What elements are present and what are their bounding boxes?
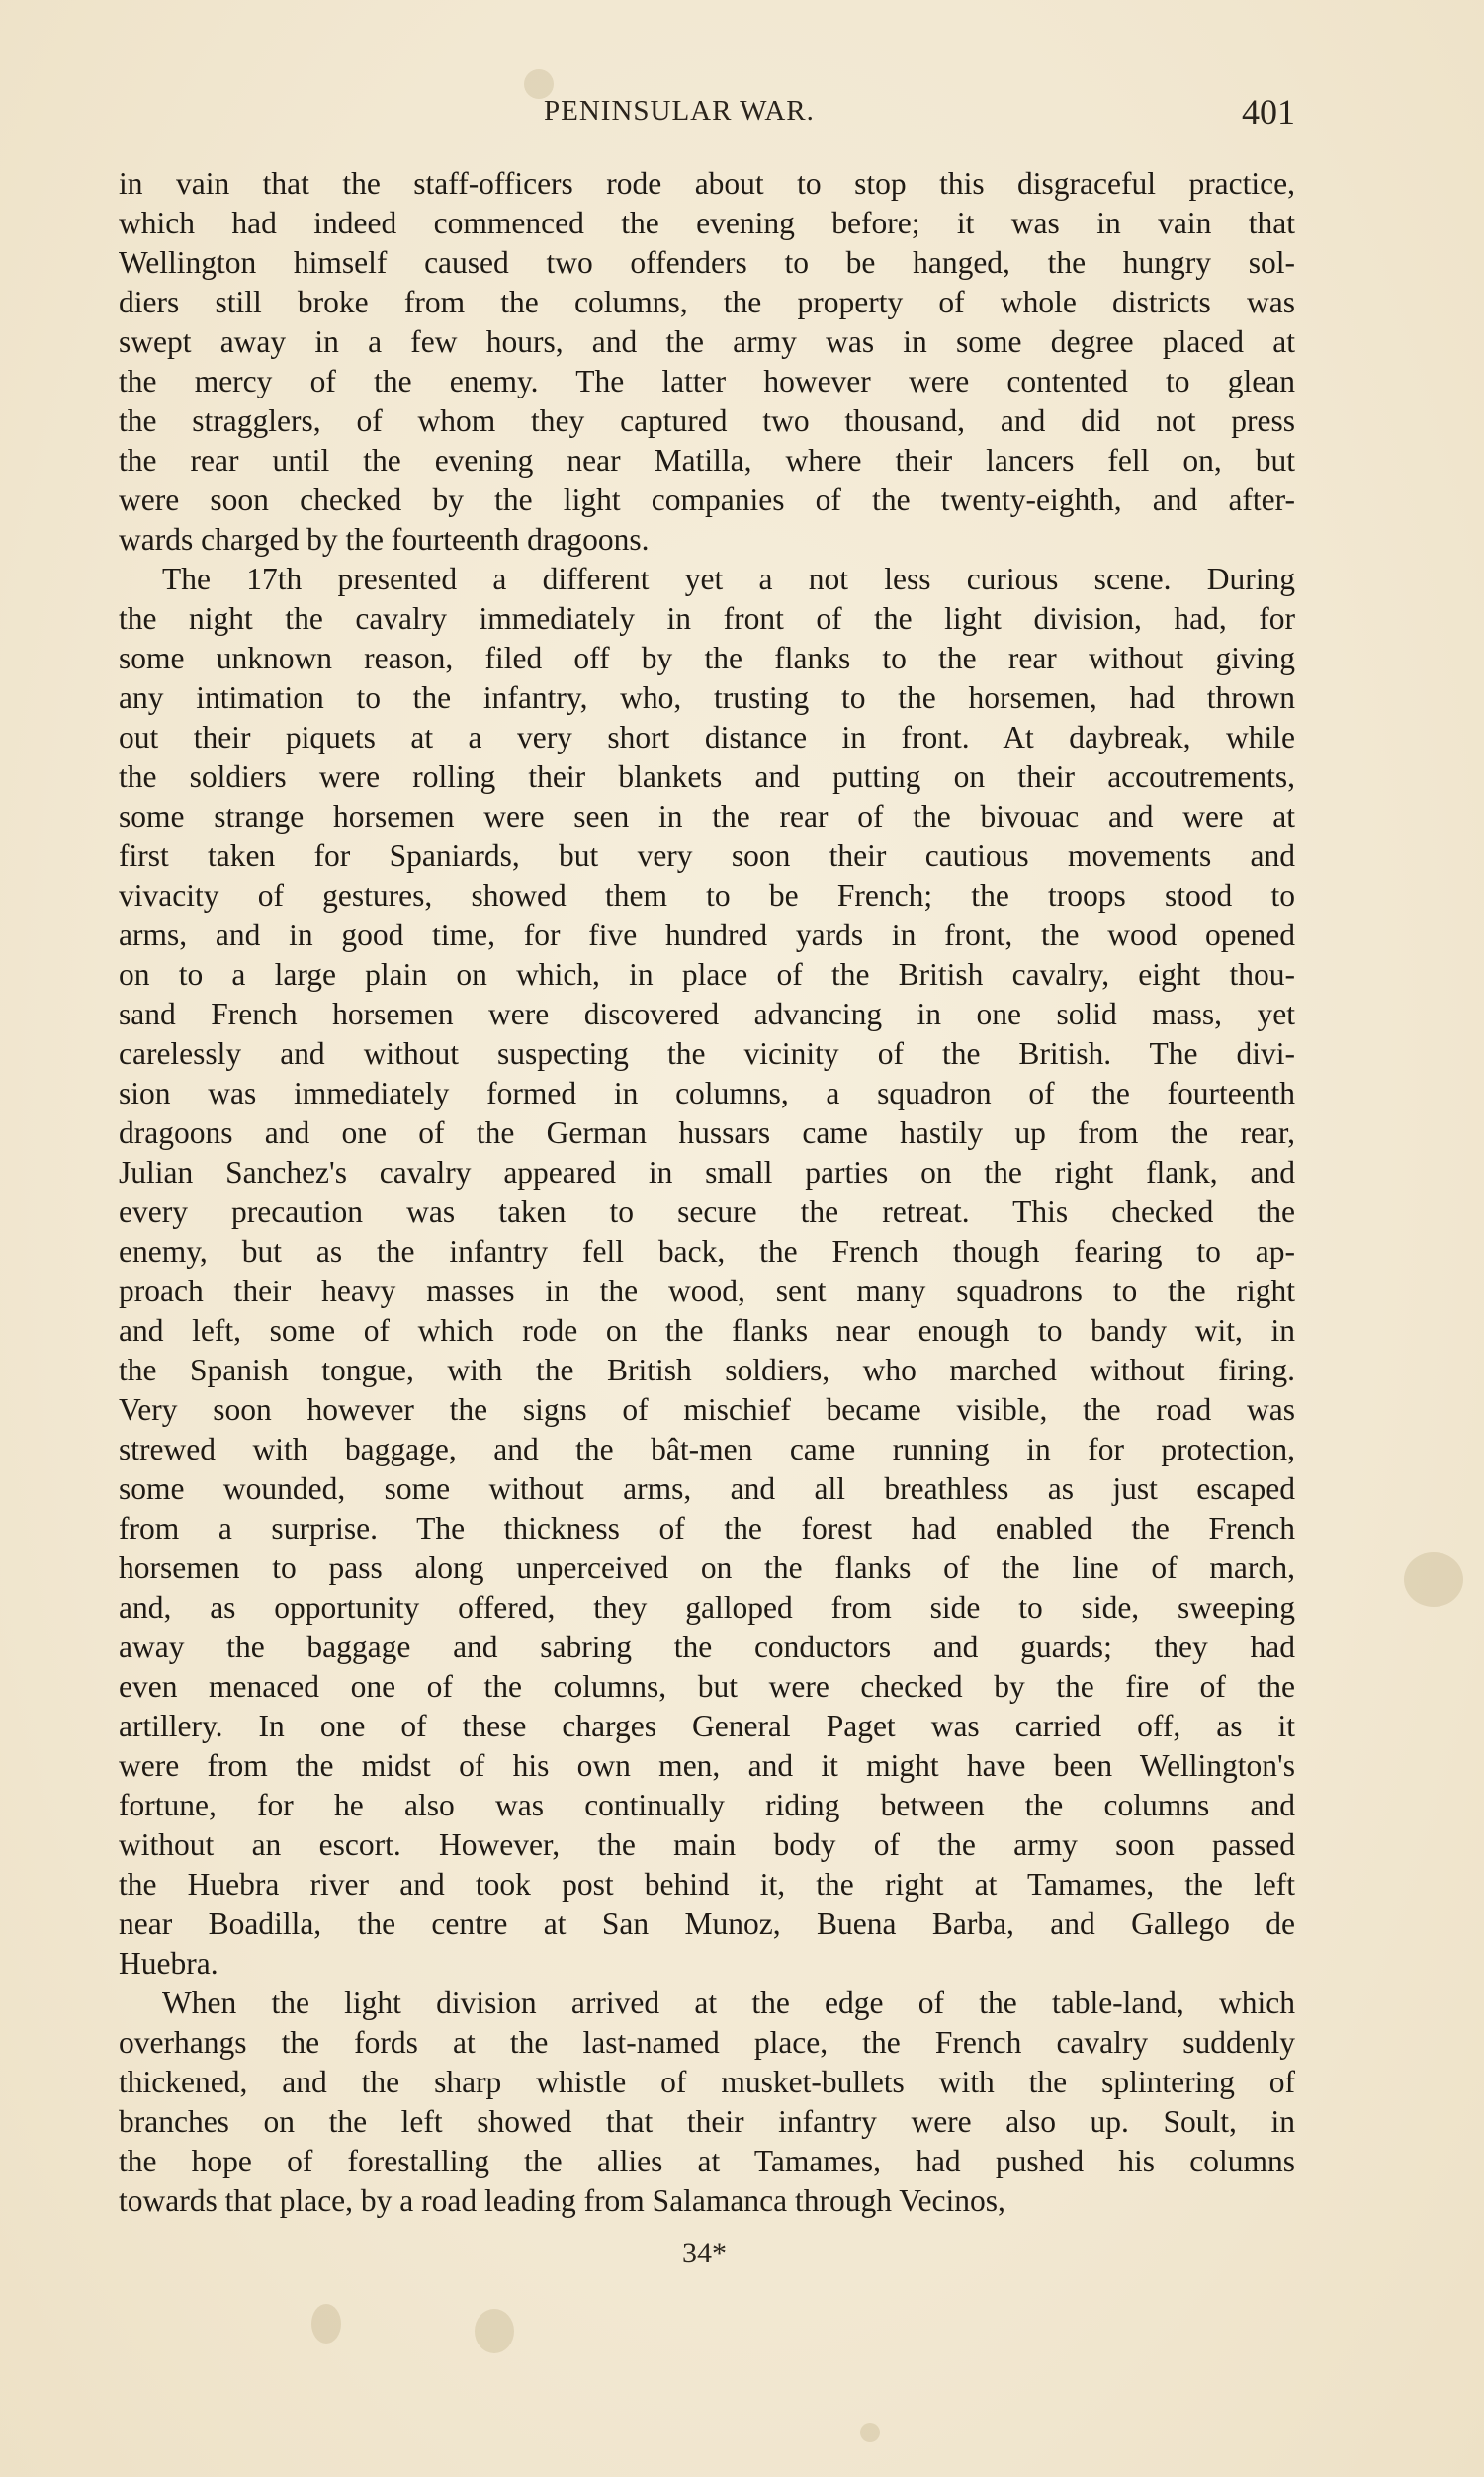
text-line: arms, and in good time, for five hundred yards in front, the wood opened <box>119 918 1295 952</box>
text-line: vivacity of gestures, showed them to be French; the troops stood to <box>119 878 1295 913</box>
text-line: out their piquets at a very short distance in front. At daybreak, while <box>119 720 1295 754</box>
text-line: wards charged by the fourteenth dragoons. <box>119 522 650 557</box>
text-line: Wellington himself caused two offenders to be hanged, the hungry sol- <box>119 245 1295 280</box>
text-line: carelessly and without suspecting the vicinity of the British. The divi- <box>119 1036 1295 1071</box>
text-line: the Spanish tongue, with the British soldiers, who marched without firing. <box>119 1353 1295 1387</box>
text-line: some wounded, some without arms, and all breathless as just escaped <box>119 1471 1295 1506</box>
text-line: on to a large plain on which, in place of the British cavalry, eight thou- <box>119 957 1295 992</box>
text-line: even menaced one of the columns, but were checked by the fire of the <box>119 1669 1295 1704</box>
text-line: Huebra. <box>119 1946 218 1981</box>
text-line: and, as opportunity offered, they galloped from side to side, sweeping <box>119 1590 1295 1625</box>
text-line: overhangs the fords at the last-named place, the French cavalry suddenly <box>119 2025 1295 2060</box>
paragraph <box>119 560 1295 1984</box>
text-line: proach their heavy masses in the wood, sent many squadrons to the right <box>119 1274 1295 1308</box>
text-line: away the baggage and sabring the conductors and guards; they had <box>119 1630 1295 1664</box>
text-line: artillery. In one of these charges General Paget was carried off, as it <box>119 1709 1295 1743</box>
text-line: the stragglers, of whom they captured two thousand, and did not press <box>119 403 1295 438</box>
text-line: the soldiers were rolling their blankets and putting on their accoutrements, <box>119 759 1295 794</box>
text-line: were from the midst of his own men, and it might have been Wellington's <box>119 1748 1295 1783</box>
paper-stain <box>311 2304 341 2344</box>
text-line: thickened, and the sharp whistle of musket-bullets with the splintering of <box>119 2065 1295 2099</box>
text-line: the mercy of the enemy. The latter however were contented to glean <box>119 364 1295 398</box>
text-line: towards that place, by a road leading from Salamanca through Vecinos, <box>119 2183 1005 2218</box>
text-line: swept away in a few hours, and the army was in some degree placed at <box>119 324 1295 359</box>
text-line: without an escort. However, the main body of the army soon passed <box>119 1827 1295 1862</box>
text-line: the night the cavalry immediately in front of the light division, had, for <box>119 601 1295 636</box>
text-line: every precaution was taken to secure the retreat. This checked the <box>119 1194 1295 1229</box>
text-line: the Huebra river and took post behind it, the right at Tamames, the left <box>119 1867 1295 1902</box>
text-line: in vain that the staff-officers rode about to stop this disgraceful practice, <box>119 166 1295 201</box>
page-number: 401 <box>1242 92 1295 132</box>
text-line: diers still broke from the columns, the property of whole districts was <box>119 285 1295 319</box>
text-line: fortune, for he also was continually riding between the columns and <box>119 1788 1295 1822</box>
signature-mark: 34* <box>682 2237 727 2269</box>
text-line: horsemen to pass along unperceived on the flanks of the line of march, <box>119 1550 1295 1585</box>
text-line: from a surprise. The thickness of the forest had enabled the French <box>119 1511 1295 1546</box>
text-line: which had indeed commenced the evening before; it was in vain that <box>119 206 1295 240</box>
text-line: and left, some of which rode on the flanks near enough to bandy wit, in <box>119 1313 1295 1348</box>
body-text <box>119 164 1295 2221</box>
text-line: When the light division arrived at the edge of the table-land, which <box>162 1986 1295 2020</box>
text-line: strewed with baggage, and the bât-men came running in for protection, <box>119 1432 1295 1466</box>
page-header <box>119 91 1295 140</box>
paper-stain <box>1404 1552 1463 1607</box>
paragraph <box>119 164 1295 560</box>
text-line: Julian Sanchez's cavalry appeared in small parties on the right flank, and <box>119 1155 1295 1190</box>
text-line: some unknown reason, filed off by the flanks to the rear without giving <box>119 641 1295 675</box>
text-line: the rear until the evening near Matilla, where their lancers fell on, but <box>119 443 1295 478</box>
text-line: some strange horsemen were seen in the rear of the bivouac and were at <box>119 799 1295 834</box>
text-line: the hope of forestalling the allies at Tamames, had pushed his columns <box>119 2144 1295 2178</box>
text-line: dragoons and one of the German hussars came hastily up from the rear, <box>119 1115 1295 1150</box>
paper-stain <box>860 2423 880 2442</box>
text-line: were soon checked by the light companies of the twenty-eighth, and after- <box>119 483 1295 517</box>
text-line: sion was immediately formed in columns, a squadron of the fourteenth <box>119 1076 1295 1110</box>
text-line: near Boadilla, the centre at San Munoz, Buena Barba, and Gallego de <box>119 1906 1295 1941</box>
text-line: sand French horsemen were discovered advancing in one solid mass, yet <box>119 997 1295 1031</box>
running-title: PENINSULAR WAR. <box>544 95 815 127</box>
paper-stain <box>475 2309 514 2353</box>
text-line: The 17th presented a different yet a not less curious scene. During <box>162 562 1295 596</box>
text-line: enemy, but as the infantry fell back, the French though fearing to ap- <box>119 1234 1295 1269</box>
text-line: first taken for Spaniards, but very soon their cautious movements and <box>119 839 1295 873</box>
paragraph <box>119 1984 1295 2221</box>
text-line: any intimation to the infantry, who, trusting to the horsemen, had thrown <box>119 680 1295 715</box>
text-line: Very soon however the signs of mischief became visible, the road was <box>119 1392 1295 1427</box>
text-line: branches on the left showed that their infantry were also up. Soult, in <box>119 2104 1295 2139</box>
